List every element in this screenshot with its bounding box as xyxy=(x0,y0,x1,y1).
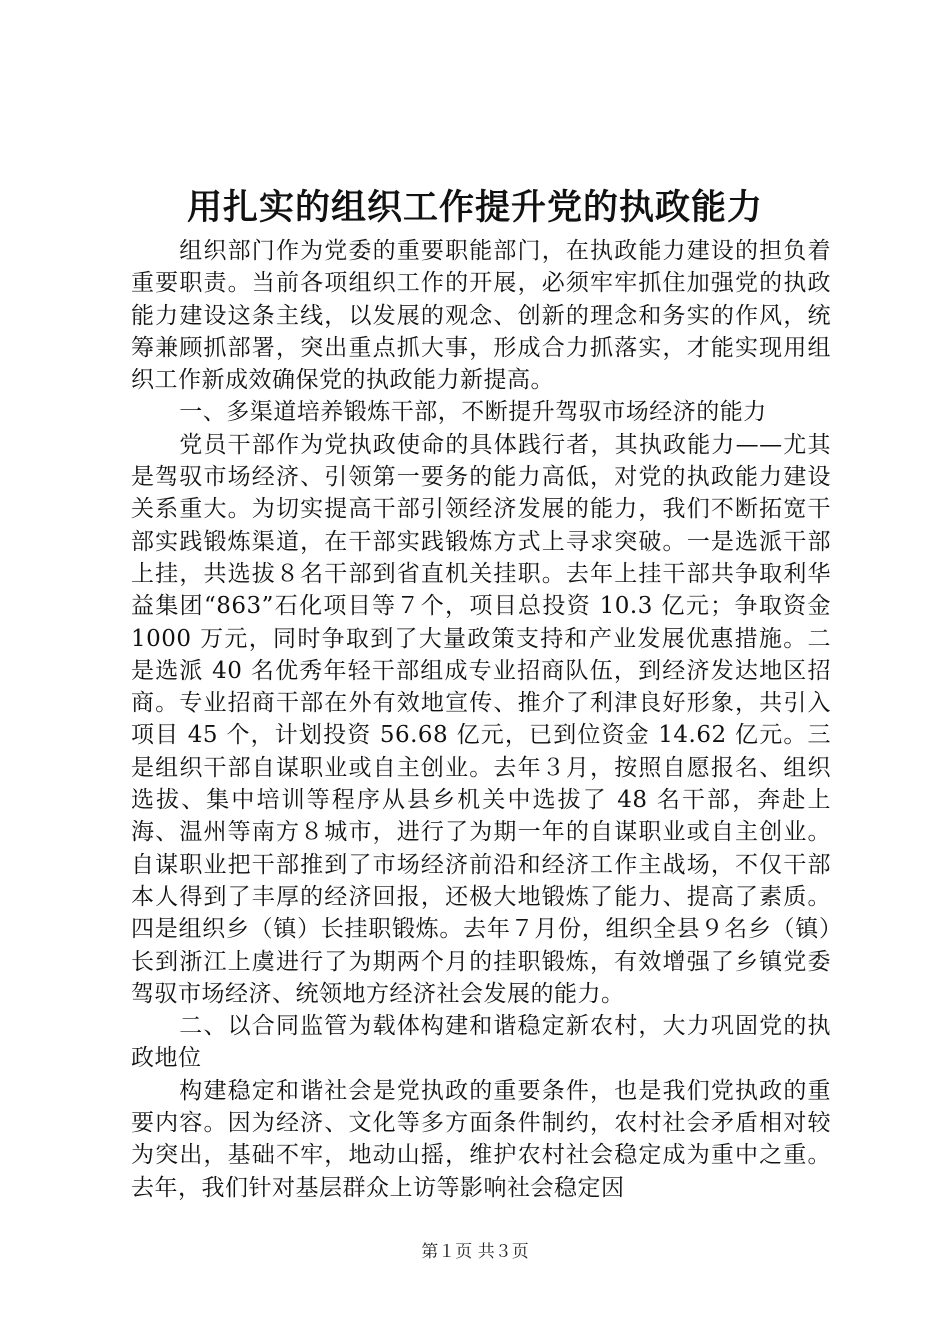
paragraph-section-1: 党员干部作为党执政使命的具体践行者，其执政能力——尤其是驾驭市场经济、引领第一要务的能力高低，对党的执政能力建设关系重大。为切实提高干部引领经济发展的能力，我们不断拓宽干部实践锻炼渠道，在干部实践锻炼方式上寻求突破。一是选派干部上挂，共选拔８名干部到省直机关挂职。去年上挂干部共争取利华益集团“863”石化项目等７个，项目总投资 10.3 亿元；争取资金 1000 万元，同时争取到了大量政策支持和产业发展优惠措施。二是选派 40 名优秀年轻干部组成专业招商队伍，到经济发达地区招商。专业招商干部在外有效地宣传、推介了利津良好形象，共引入项目 45 个，计划投资 56.68 亿元，已到位资金 14.62 亿元。三是组织干部自谋职业或自主创业。去年３月，按照自愿报名、组织选拔、集中培训等程序从县乡机关中选拔了 48 名干部，奔赴上海、温州等南方８城市，进行了为期一年的自谋职业或自主创业。自谋职业把干部推到了市场经济前沿和经济工作主战场，不仅干部本人得到了丰厚的经济回报，还极大地锻炼了能力、提高了素质。四是组织乡（镇）长挂职锻炼。去年７月份，组织全县９名乡（镇）长到浙江上虞进行了为期两个月的挂职锻炼，有效增强了乡镇党委驾驭市场经济、统领地方经济社会发展的能力。 xyxy=(131,431,831,1007)
page-footer: 第１页 共３页 xyxy=(421,1242,529,1262)
section-heading-2: 二、以合同监管为载体构建和谐稳定新农村，大力巩固党的执政地位 xyxy=(131,1013,831,1072)
section-heading-1: 一、多渠道培养锻炼干部，不断提升驾驭市场经济的能力 xyxy=(179,399,767,426)
document-title: 用扎实的组织工作提升党的执政能力 xyxy=(186,187,763,228)
document-body xyxy=(131,235,831,1204)
paragraph-section-2: 构建稳定和谐社会是党执政的重要条件，也是我们党执政的重要内容。因为经济、文化等多方面条件制约，农村社会矛盾相对较为突出，基础不牢，地动山摇，维护农村社会稳定成为重中之重。去年，我们针对基层群众上访等影响社会稳定因 xyxy=(131,1077,831,1201)
paragraph-intro: 组织部门作为党委的重要职能部门，在执政能力建设的担负着重要职责。当前各项组织工作的开展，必须牢牢抓住加强党的执政能力建设这条主线，以发展的观念、创新的理念和务实的作风，统筹兼顾抓部署，突出重点抓大事，形成合力抓落实，才能实现用组织工作新成效确保党的执政能力新提高。 xyxy=(131,238,831,394)
